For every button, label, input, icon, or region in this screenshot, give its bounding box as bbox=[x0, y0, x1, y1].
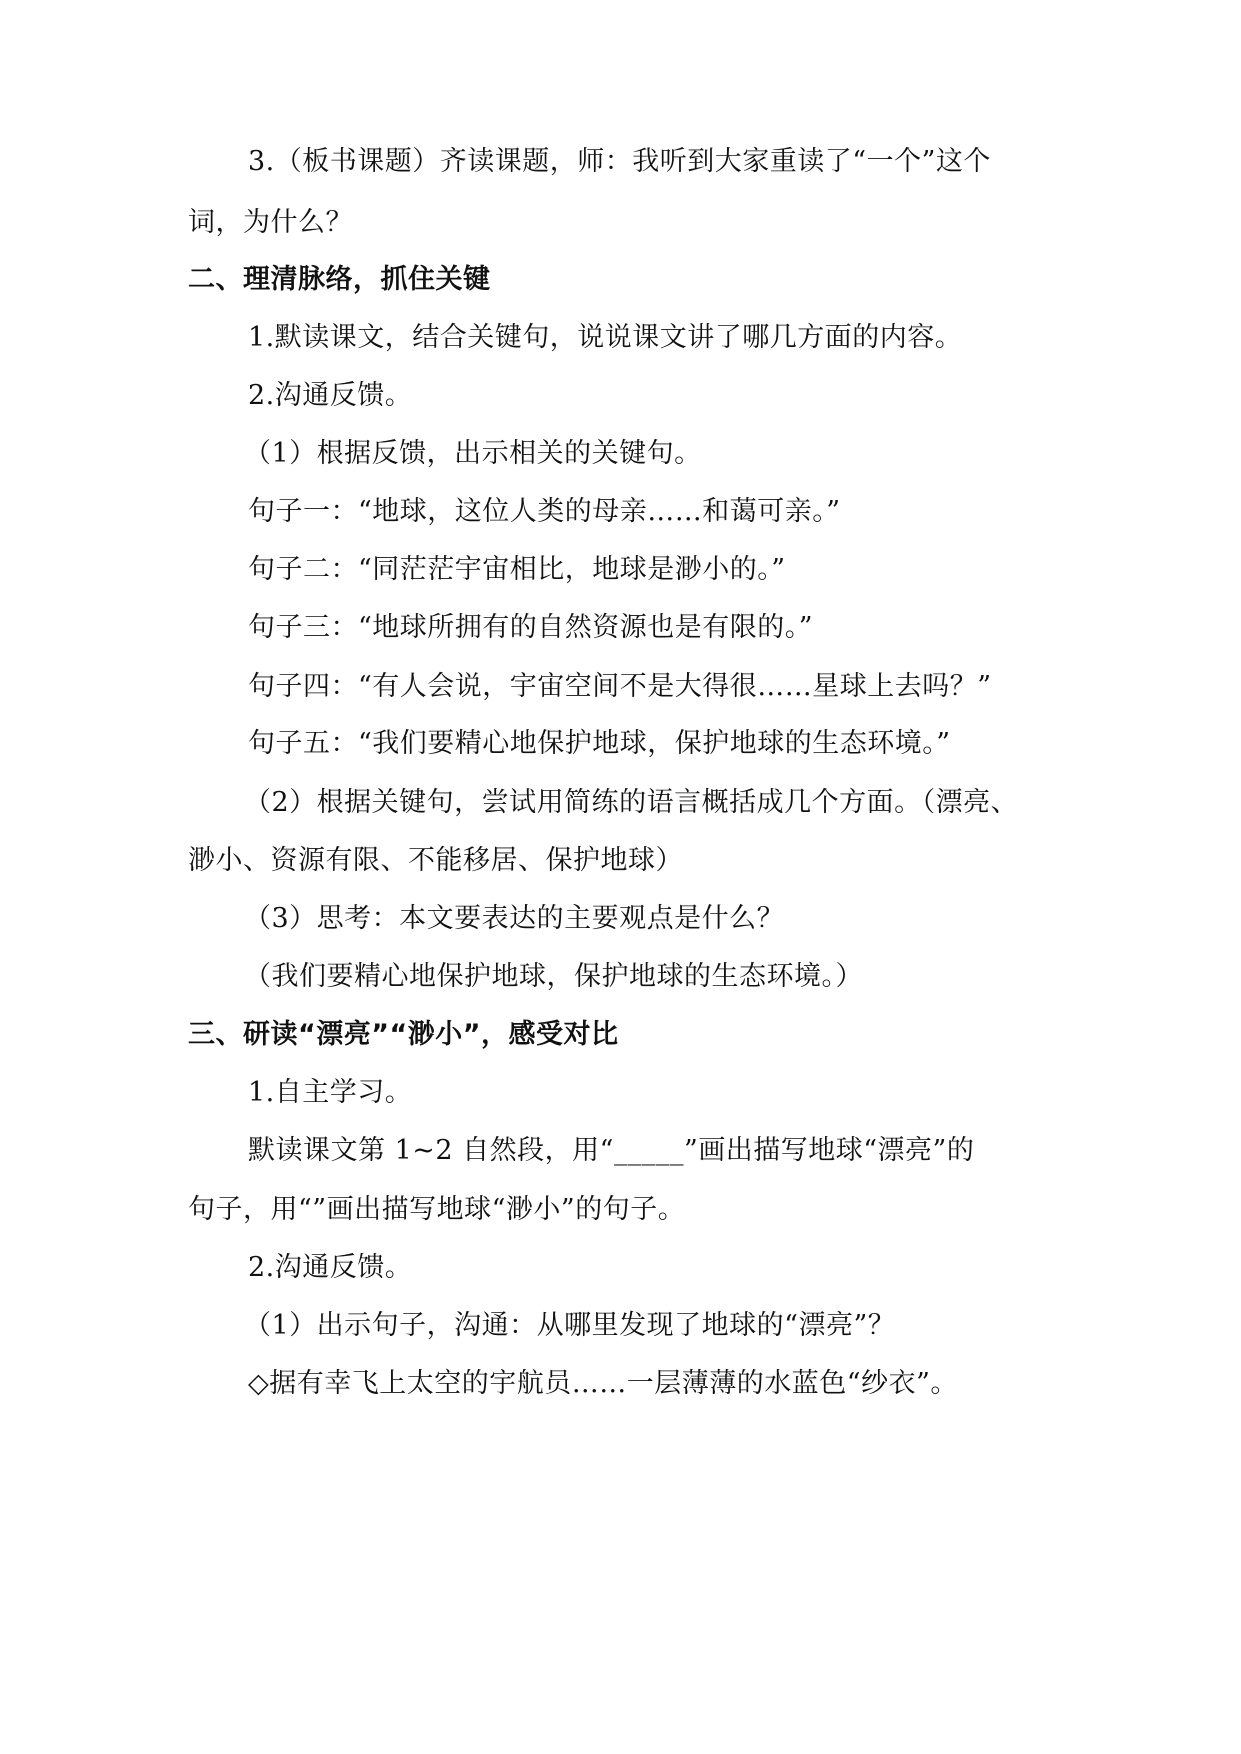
section-heading: 二、理清脉络，抓住关键 bbox=[188, 264, 491, 295]
paragraph-line: （1）出示句子，沟通：从哪里发现了地球的“漂亮”？ bbox=[244, 1310, 896, 1341]
paragraph-line: 2.沟通反馈。 bbox=[248, 380, 413, 411]
paragraph-line: 1.默读课文，结合关键句，说说课文讲了哪几方面的内容。 bbox=[248, 322, 963, 353]
paragraph-line: （2）根据关键句，尝试用简练的语言概括成几个方面。（漂亮、 bbox=[244, 787, 1019, 818]
paragraph-line: （3）思考：本文要表达的主要观点是什么？ bbox=[244, 903, 785, 934]
paragraph-line: （1）根据反馈，出示相关的关键句。 bbox=[244, 438, 702, 469]
paragraph-line: 句子，用“”画出描写地球“渺小”的句子。 bbox=[188, 1194, 686, 1225]
paragraph-line: 渺小、资源有限、不能移居、保护地球） bbox=[188, 845, 683, 876]
quote-line: 句子五：“我们要精心地保护地球，保护地球的生态环境。” bbox=[248, 728, 951, 759]
paragraph-line: 默读课文第 1~2 自然段，用“_____”画出描写地球“漂亮”的 bbox=[248, 1135, 975, 1166]
paragraph-line: 1.自主学习。 bbox=[248, 1077, 413, 1108]
paragraph-line: 3.（板书课题）齐读课题，师：我听到大家重读了“一个”这个 bbox=[248, 146, 991, 177]
quote-line: 句子三：“地球所拥有的自然资源也是有限的。” bbox=[248, 612, 814, 643]
paragraph-line: 词，为什么？ bbox=[188, 207, 353, 238]
quote-line: 句子四：“有人会说，宇宙空间不是大得很……星球上去吗？” bbox=[248, 671, 992, 702]
quote-line: 句子二：“同茫茫宇宙相比，地球是渺小的。” bbox=[248, 554, 786, 585]
section-heading: 三、研读“漂亮”“渺小”，感受对比 bbox=[188, 1019, 619, 1050]
paragraph-line: 2.沟通反馈。 bbox=[248, 1252, 413, 1283]
paragraph-line: ◇据有幸飞上太空的宇航员……一层薄薄的水蓝色“纱衣”。 bbox=[248, 1368, 958, 1399]
paragraph-line: （我们要精心地保护地球，保护地球的生态环境。） bbox=[244, 961, 863, 992]
quote-line: 句子一：“地球，这位人类的母亲……和蔼可亲。” bbox=[248, 496, 841, 527]
